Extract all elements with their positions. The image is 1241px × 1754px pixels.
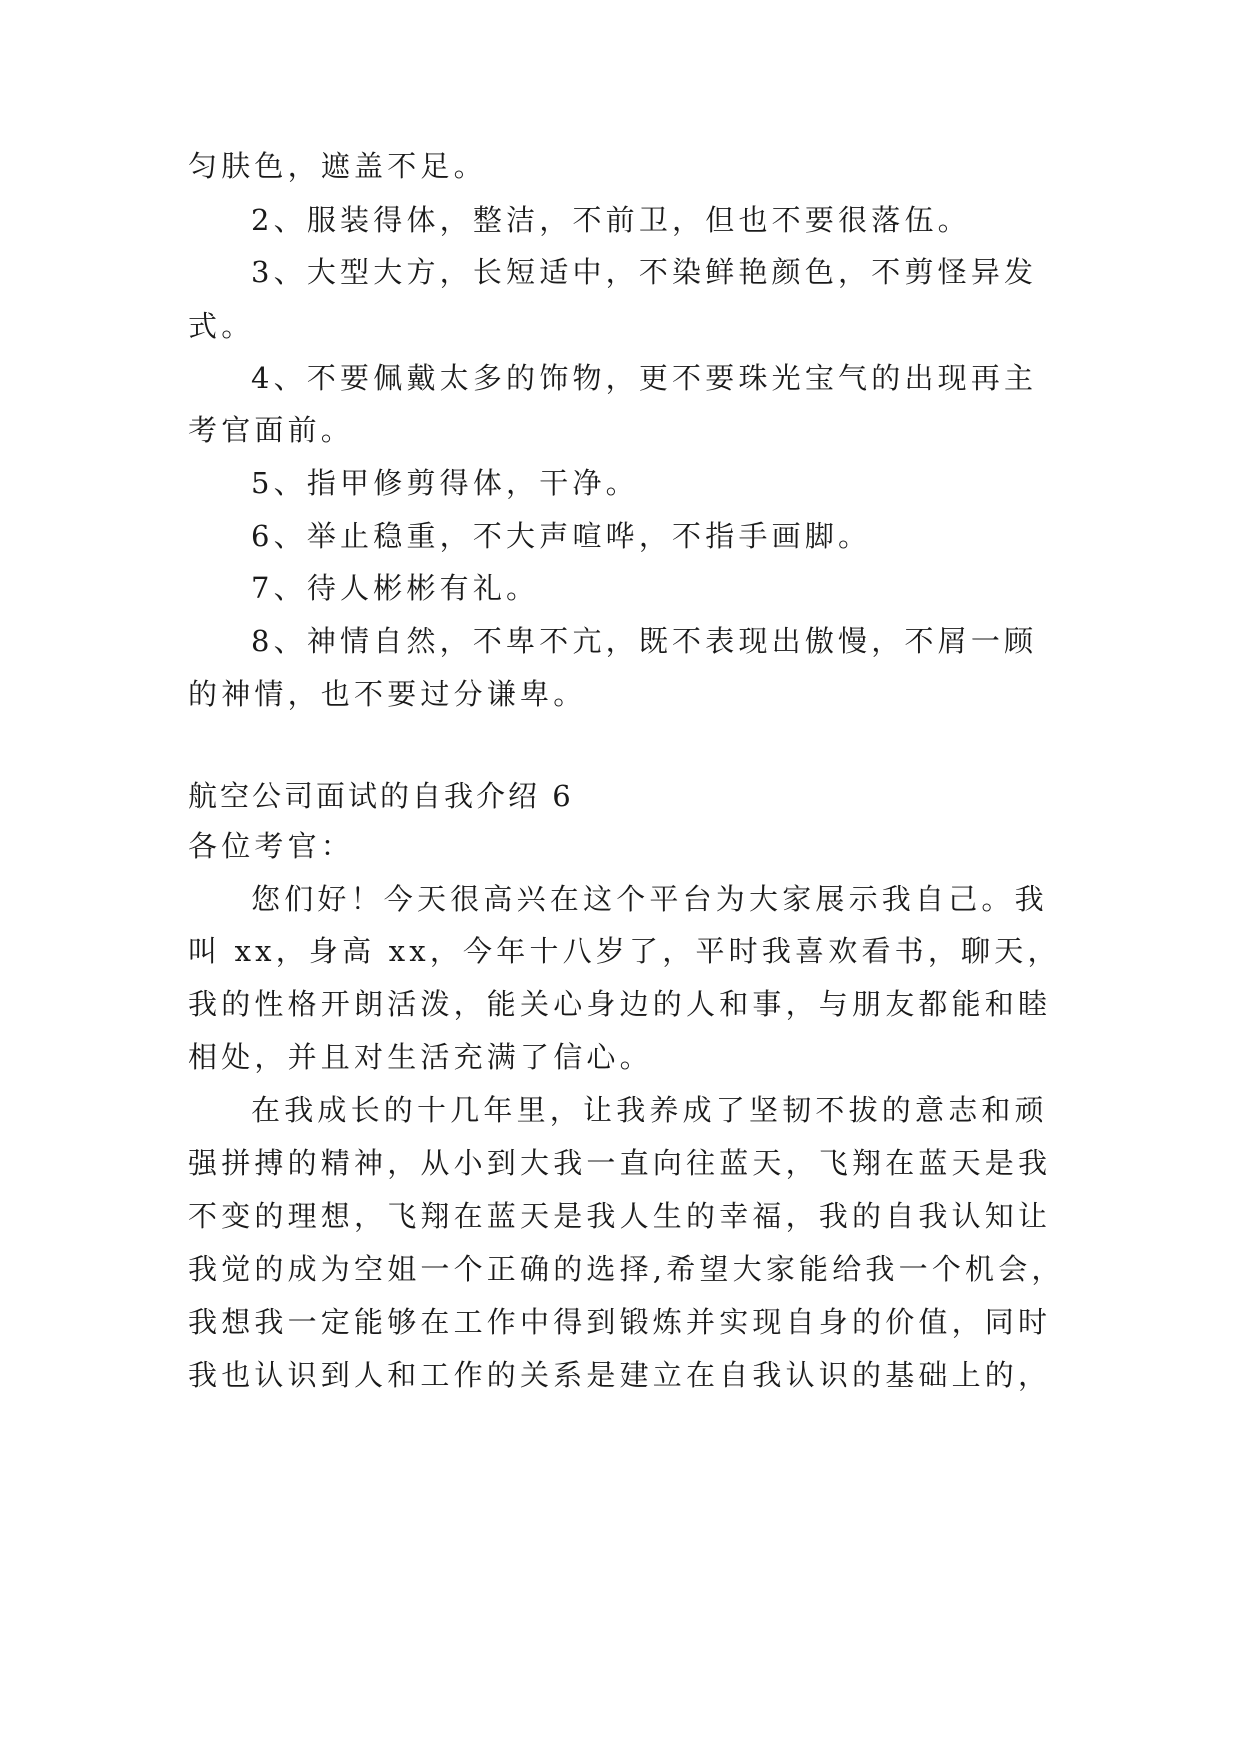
list-item-8: 8、神情自然，不卑不亢，既不表现出傲慢，不屑一顾 — [251, 624, 1038, 658]
body-line: 的神情，也不要过分谦卑。 — [188, 677, 587, 711]
paragraph-line: 不变的理想，飞翔在蓝天是我人生的幸福，我的自我认知让 — [188, 1199, 1052, 1233]
list-item-6: 6、举止稳重，不大声喧哗，不指手画脚。 — [251, 519, 872, 553]
paragraph-line: 强拼搏的精神，从小到大我一直向往蓝天，飞翔在蓝天是我 — [188, 1146, 1052, 1180]
list-item-3: 3、大型大方，长短适中，不染鲜艳颜色，不剪怪异发 — [251, 255, 1038, 289]
paragraph-line: 我的性格开朗活泼，能关心身边的人和事，与朋友都能和睦 — [188, 987, 1052, 1021]
body-line: 匀肤色，遮盖不足。 — [188, 149, 487, 183]
paragraph-line: 叫 xx，身高 xx，今年十八岁了，平时我喜欢看书，聊天， — [188, 934, 1061, 968]
paragraph-line: 我也认识到人和工作的关系是建立在自我认识的基础上的， — [188, 1358, 1052, 1392]
list-item-4: 4、不要佩戴太多的饰物，更不要珠光宝气的出现再主 — [251, 361, 1038, 395]
salutation: 各位考官： — [188, 829, 355, 863]
paragraph-line: 您们好！今天很高兴在这个平台为大家展示我自己。我 — [251, 882, 1048, 916]
list-item-2: 2、服装得体，整洁，不前卫，但也不要很落伍。 — [251, 203, 971, 237]
section-title: 航空公司面试的自我介绍 6 — [188, 779, 574, 813]
paragraph-line: 相处，并且对生活充满了信心。 — [188, 1040, 653, 1074]
body-line: 式。 — [188, 309, 255, 343]
paragraph-line: 我觉的成为空姐一个正确的选择,希望大家能给我一个机会， — [188, 1252, 1065, 1286]
body-line: 考官面前。 — [188, 413, 355, 447]
list-item-7: 7、待人彬彬有礼。 — [251, 571, 540, 605]
paragraph-line: 在我成长的十几年里，让我养成了坚韧不拔的意志和顽 — [251, 1093, 1048, 1127]
paragraph-line: 我想我一定能够在工作中得到锻炼并实现自身的价值，同时 — [188, 1305, 1052, 1339]
list-item-5: 5、指甲修剪得体，干净。 — [251, 466, 639, 500]
